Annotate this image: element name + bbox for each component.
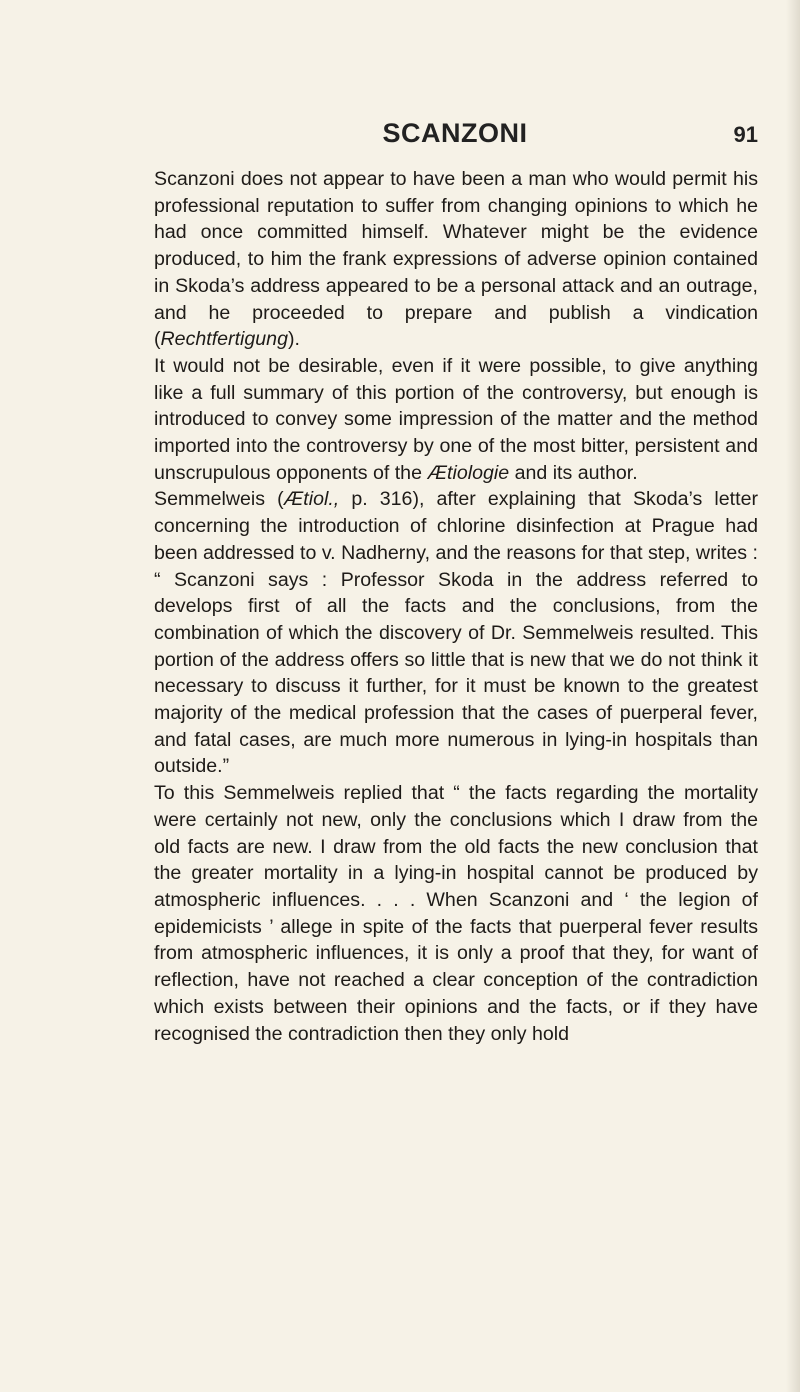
page-number: 91 [733,122,758,147]
running-head [150,118,760,158]
paragraph-text: p. 316), after explaining that Skoda’s letter concerning the introduction of chlorine disinfection at Prague had been addressed to v. Nadherny, and the reasons for that step, writes : “ Scanzoni says : Professor Skoda in the address referred to develops first of all the facts and the conclusions, from the combination of which the discovery of Dr. Semmelweis resulted. This portion of the address offers so little that is new that we do not think it necessary to discuss it further, for it must be known to the greatest majority of the medical profession that the cases of puerperal fever, and fatal cases, are much more numerous in lying-in hospitals than outside.” [154,488,758,778]
paragraph-italic-text: Ætiol., [283,488,340,511]
body-text [154,166,758,1047]
paragraph-text: ). [287,328,300,351]
running-head-title: SCANZONI [382,118,528,148]
paragraph-4 [154,780,758,1047]
paragraph-italic-text: Ætiologie [427,461,510,484]
paragraph-text: and its author. [509,461,638,484]
paragraph-3 [154,486,758,780]
paragraph-text: To this Semmelweis replied that “ the facts regarding the mortality were certainly not new, only the conclusions which I draw from the old facts are new. I draw from the old facts the new conclusion that the greater mortality in a lying-in hospital cannot be produced by atmospheric influences. . . . When Scanzoni and ‘ the legion of epidemicists ’ allege in spite of the facts that puerperal fever results from atmospheric influences, it is only a proof that they, for want of reflection, have not reached a clear conception of the contradiction which exists between their opinions and the facts, or if they have recognised the contradiction then they only hold [154,782,758,1045]
paragraph-text: It would not be desirable, even if it were possible, to give anything like a full summary of this portion of the controversy, but enough is introduced to convey some impression of the matter and the method imported into the controversy by one of the most bitter, persistent and unscrupulous opponents of the [154,354,758,484]
paragraph-text: Scanzoni does not appear to have been a man who would permit his professional reputation to suffer from changing opinions to which he had once committed himself. Whatever might be the evidence produced, to him the frank expressions of adverse opinion contained in Skoda’s address appeared to be a personal attack and an outrage, and he proceeded to prepare and publish a vindication ( [154,168,758,351]
paragraph-2 [154,353,758,487]
paragraph-italic-text: Rechtfertigung [160,328,288,351]
page-edge-shadow [786,0,800,1392]
paragraph-1 [154,166,758,353]
paragraph-text: Semmelweis ( [154,488,284,511]
